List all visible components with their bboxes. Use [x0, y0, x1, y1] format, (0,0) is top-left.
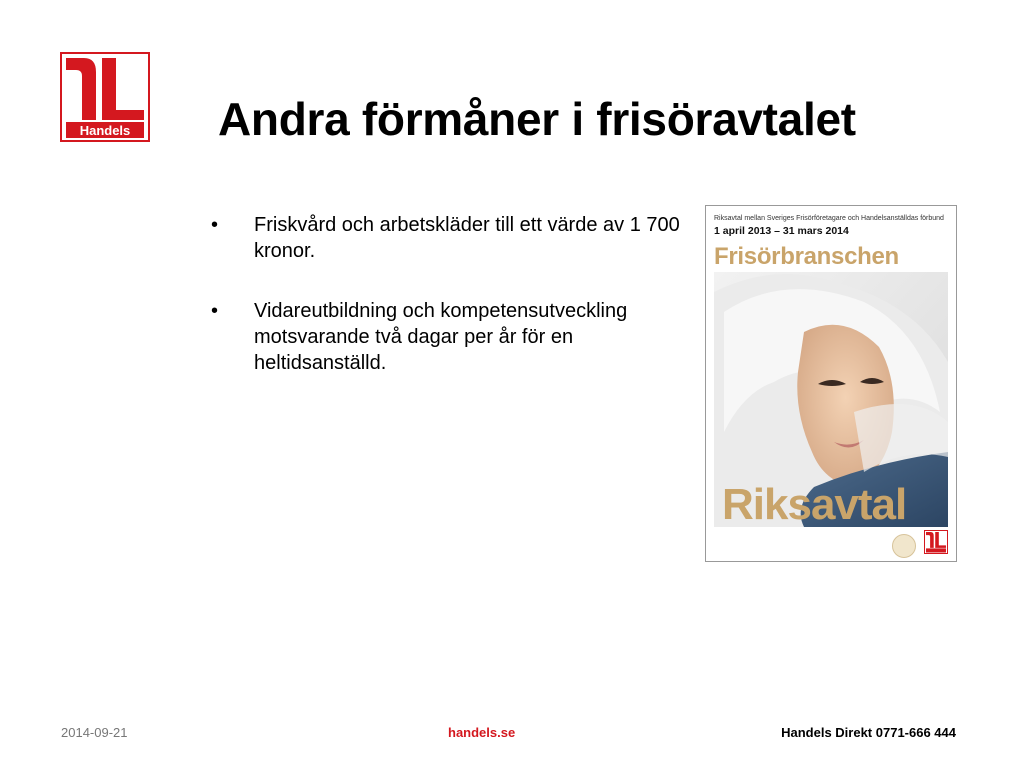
bullet-item [211, 298, 681, 376]
handels-logo [60, 52, 150, 142]
cover-seal-icon [892, 534, 916, 558]
bullet-item [211, 212, 681, 264]
handels-logo-icon [62, 54, 148, 140]
bullet-text: Vidareutbildning och kompetensutveckling motsvarande två dagar per år för en heltidsanställd. [254, 300, 628, 374]
cover-subtitle: Riksavtal mellan Sveriges Frisörföretagare och Handelsanställdas förbund [714, 215, 944, 222]
brochure-cover-image [705, 205, 957, 562]
cover-handels-logo-icon [924, 530, 948, 554]
footer-date: 2014-09-21 [61, 725, 128, 740]
slide-title: Andra förmåner i frisöravtalet [218, 93, 856, 145]
cover-brand: Frisörbranschen [714, 243, 899, 270]
cover-bottom-title: Riksavtal [722, 480, 907, 529]
cover-dates: 1 april 2013 – 31 mars 2014 [714, 225, 849, 237]
logo-text: Handels [79, 123, 131, 138]
bullet-text: Friskvård och arbetskläder till ett värde av 1 700 kronor. [254, 214, 680, 262]
footer-contact: Handels Direkt 0771-666 444 [781, 725, 956, 740]
bullet-marker: • [211, 214, 219, 236]
bullet-marker: • [211, 300, 219, 322]
footer-website-link[interactable]: handels.se [448, 725, 516, 740]
bullet-list [211, 212, 681, 410]
